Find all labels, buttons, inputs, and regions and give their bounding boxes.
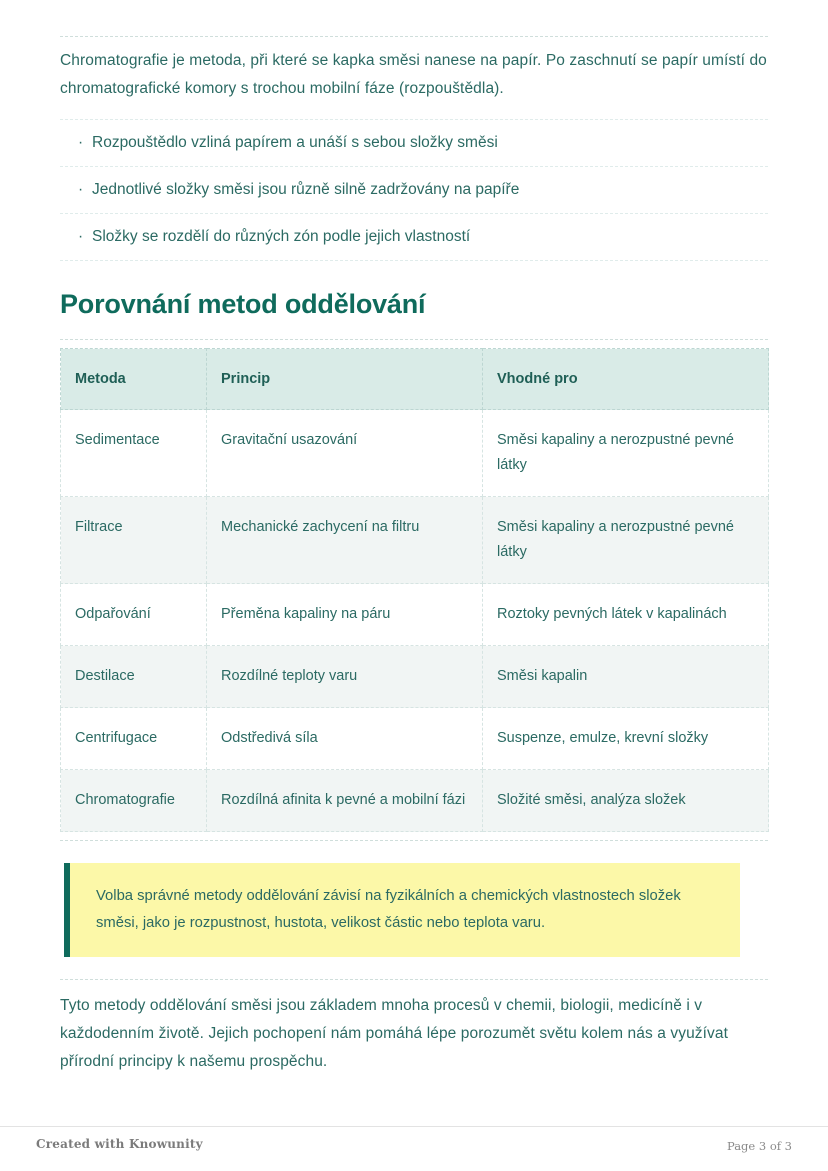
table-cell: Destilace [61, 646, 207, 708]
table-header-row [61, 349, 769, 410]
table-cell: Gravitační usazování [207, 410, 483, 497]
outro-block [60, 979, 768, 1076]
page-footer [0, 1126, 828, 1171]
list-item-label: Rozpouštědlo vzliná papírem a unáší s sebou složky směsi [92, 134, 498, 151]
table-cell: Odstředivá síla [207, 708, 483, 770]
table-cell: Přeměna kapaliny na páru [207, 584, 483, 646]
table-cell: Roztoky pevných látek v kapalinách [483, 584, 769, 646]
table-cell: Rozdílná afinita k pevné a mobilní fázi [207, 770, 483, 832]
list-item-label: Jednotlivé složky směsi jsou různě silně zadržovány na papíře [92, 181, 520, 198]
table-row [61, 497, 769, 584]
table-cell: Odpařování [61, 584, 207, 646]
table-row [61, 770, 769, 832]
table-row [61, 410, 769, 497]
comparison-table-wrapper [60, 339, 768, 841]
intro-block [60, 36, 768, 103]
callout-box [64, 863, 740, 957]
table-cell: Sedimentace [61, 410, 207, 497]
list-item [60, 167, 768, 214]
table-header-cell: Princip [207, 349, 483, 410]
table-row [61, 708, 769, 770]
bullet-list [60, 119, 768, 261]
list-item [60, 119, 768, 167]
table-cell: Mechanické zachycení na filtru [207, 497, 483, 584]
table-cell: Suspenze, emulze, krevní složky [483, 708, 769, 770]
table-cell: Chromatografie [61, 770, 207, 832]
table-cell: Směsi kapaliny a nerozpustné pevné látky [483, 497, 769, 584]
outro-paragraph: Tyto metody oddělování směsi jsou základem mnoha procesů v chemii, biologii, medicíně i v každodenním životě. Jejich pochopení nám pomáhá lépe porozumět světu kolem nás a využívat přírodní principy k našemu prospěchu. [60, 997, 729, 1070]
table-cell: Složité směsi, analýza složek [483, 770, 769, 832]
footer-brand: Created with Knowunity [36, 1137, 203, 1151]
table-cell: Směsi kapaliny a nerozpustné pevné látky [483, 410, 769, 497]
footer-page-number: Page 3 of 3 [726, 1139, 792, 1153]
callout-text: Volba správné metody oddělování závisí na fyzikálních a chemických vlastnostech složek směsi, jako je rozpustnost, hustota, velikost částic nebo teplota varu. [96, 888, 681, 931]
table-cell: Filtrace [61, 497, 207, 584]
table-row [61, 584, 769, 646]
bullet-marker-icon: · [78, 181, 84, 198]
bullet-marker-icon: · [78, 228, 84, 245]
table-row [61, 646, 769, 708]
list-item [60, 214, 768, 261]
intro-paragraph: Chromatografie je metoda, při které se kapka směsi nanese na papír. Po zaschnutí se papír umístí do chromatografické komory s trochou mobilní fáze (rozpouštědla). [60, 52, 767, 97]
table-cell: Centrifugace [61, 708, 207, 770]
table-cell: Směsi kapalin [483, 646, 769, 708]
table-header-cell: Vhodné pro [483, 349, 769, 410]
table-cell: Rozdílné teploty varu [207, 646, 483, 708]
comparison-table [60, 348, 769, 832]
bullet-marker-icon: · [78, 134, 84, 151]
section-title: Porovnání metod oddělování [60, 289, 426, 319]
list-item-label: Složky se rozdělí do různých zón podle jejich vlastností [92, 228, 471, 245]
table-header-cell: Metoda [61, 349, 207, 410]
